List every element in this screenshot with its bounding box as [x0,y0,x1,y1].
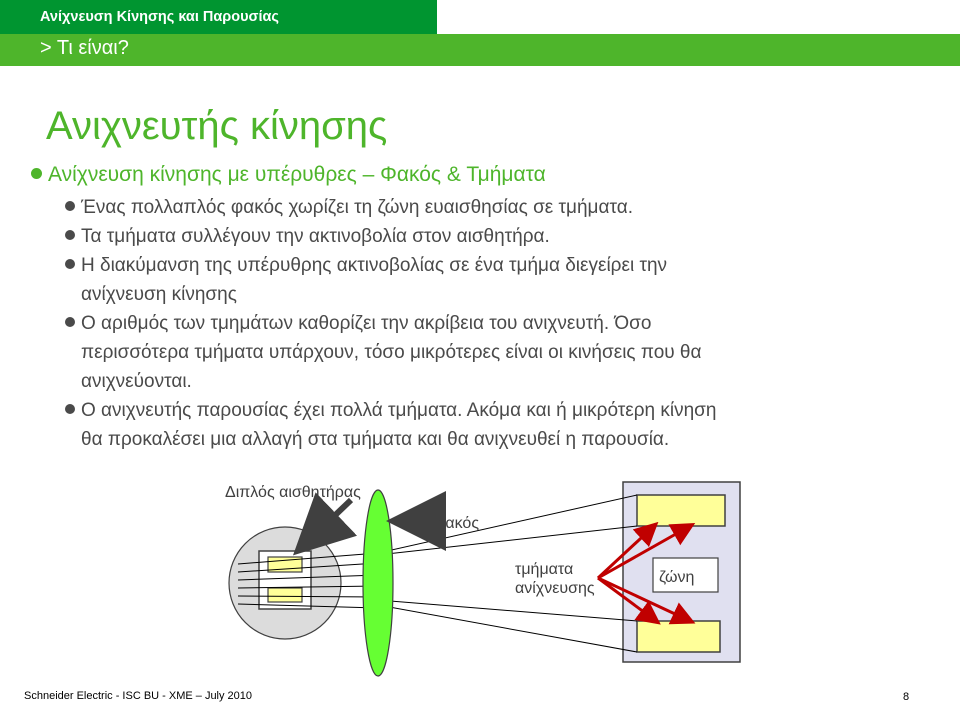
bullet-dot-icon [65,259,75,269]
footer-text: Schneider Electric - ISC BU - XME – July 2010 [24,690,253,702]
sensor-element-bottom [268,588,302,602]
zone-segment-top [637,495,725,526]
header-white-block [437,0,960,34]
bullet-dot-icon [65,201,75,211]
lens-label: φακός [435,515,480,532]
segments-label-line1: τμήματα [515,561,574,578]
lens-ellipse [363,490,393,676]
main-bullet-text: Ανίχνευση κίνησης με υπέρυθρες – Φακός & Τμήματα [48,163,546,186]
sensor-pointer-arrow [306,500,351,543]
bullet-dot-icon [65,230,75,240]
zone-label: ζώνη [659,569,695,586]
sub-bullet-5: Ο ανιχνευτής παρουσίας έχει πολλά τμήματα. Ακόμα και ή μικρότερη κίνηση θα προκαλέσει μια αλλαγή στα τμήματα και θα ανιχνευθεί η παρουσία. [65,396,716,454]
bullet-dot-icon [65,317,75,327]
main-bullet [31,163,546,187]
sub-bullet-1: Ένας πολλαπλός φακός χωρίζει τη ζώνη ευαισθησίας σε τμήματα. [65,193,633,222]
sub-bullet-2: Τα τμήματα συλλέγουν την ακτινοβολία στον αισθητήρα. [65,222,550,251]
page-number: 8 [903,691,910,703]
header-subtitle: > Τι είναι? [40,37,129,59]
zone-segment-bottom [637,621,720,652]
segments-label-line2: ανίχνευσης [515,580,595,597]
sensor-label: Διπλός αισθητήρας [225,484,361,501]
sub-bullet-4: Ο αριθμός των τμημάτων καθορίζει την ακρίβεια του ανιχνευτή. Όσο περισσότερα τμήματα υπάρχουν, τόσο μικρότερες είναι οι κινήσεις που θα ανιχνεύονται. [65,309,701,396]
sensor-diagram [0,470,960,690]
slide-title: Ανιχνευτής κίνησης [46,104,388,148]
bullet-dot-icon [31,168,42,179]
bullet-dot-icon [65,404,75,414]
header-bar [0,34,960,66]
header-title: Ανίχνευση Κίνησης και Παρουσίας [40,9,279,25]
sub-bullet-3: Η διακύμανση της υπέρυθρης ακτινοβολίας σε ένα τμήμα διεγείρει την ανίχνευση κίνησης [65,251,667,309]
